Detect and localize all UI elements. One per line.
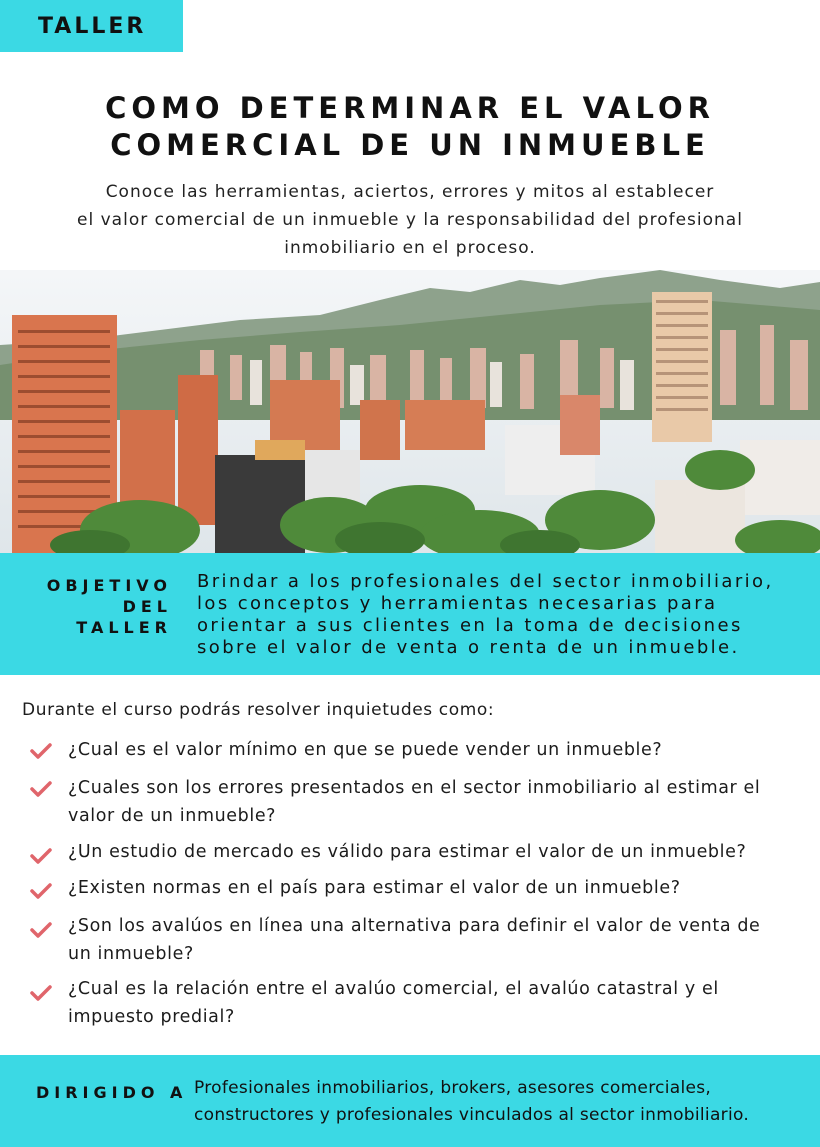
taller-tag	[0, 0, 183, 52]
objetivo-text-line: orientar a sus clientes en la toma de decisiones	[197, 615, 743, 636]
dirigido-text-line-2: constructores y profesionales vinculados al sector inmobiliario.	[194, 1105, 750, 1125]
dirigido-text	[194, 1075, 814, 1129]
subtitle-line-1: Conoce las herramientas, aciertos, errores y mitos al establecer	[105, 182, 715, 202]
check-icon	[30, 780, 52, 798]
question-text	[68, 774, 798, 830]
question-text	[68, 838, 798, 866]
question-line: ¿Cuales son los errores presentados en el sector inmobiliario al estimar el	[68, 778, 761, 798]
question-text	[68, 874, 798, 902]
objetivo-label-line-1: OBJETIVO	[46, 576, 172, 595]
objetivo-label-line-2: DEL TALLER	[76, 597, 172, 637]
title-line-2: COMERCIAL DE UN INMUEBLE	[110, 128, 710, 162]
question-text	[68, 975, 798, 1031]
taller-tag-label: TALLER	[38, 13, 147, 39]
title-line-1: COMO DETERMINAR EL VALOR	[105, 91, 715, 125]
subtitle-line-2: el valor comercial de un inmueble y la responsabilidad del profesional	[77, 210, 743, 230]
objetivo-band	[0, 553, 820, 675]
check-icon	[30, 882, 52, 900]
objetivo-text-line: Brindar a los profesionales del sector inmobiliario,	[197, 571, 774, 592]
cityscape-photo	[0, 270, 820, 553]
question-text	[68, 736, 798, 764]
objetivo-label	[20, 575, 172, 638]
question-line: valor de un inmueble?	[68, 806, 277, 826]
question-line: ¿Cual es la relación entre el avalúo comercial, el avalúo catastral y el	[68, 979, 719, 999]
check-icon	[30, 847, 52, 865]
subtitle	[50, 178, 770, 262]
check-icon	[30, 742, 52, 760]
question-line: ¿Existen normas en el país para estimar el valor de un inmueble?	[68, 878, 681, 898]
dirigido-text-line-1: Profesionales inmobiliarios, brokers, asesores comerciales,	[194, 1078, 712, 1098]
objetivo-text-line: sobre el valor de venta o renta de un inmueble.	[197, 637, 740, 658]
dirigido-band	[0, 1055, 820, 1147]
question-line: impuesto predial?	[68, 1007, 235, 1027]
objetivo-text	[197, 571, 807, 659]
check-icon	[30, 984, 52, 1002]
question-line: un inmueble?	[68, 944, 194, 964]
dirigido-label: DIRIGIDO A	[36, 1083, 188, 1102]
check-icon	[30, 921, 52, 939]
page-title	[0, 90, 820, 164]
subtitle-line-3: inmobiliario en el proceso.	[284, 238, 536, 258]
question-line: ¿Cual es el valor mínimo en que se puede vender un inmueble?	[68, 740, 663, 760]
question-text	[68, 912, 798, 968]
objetivo-text-line: los conceptos y herramientas necesarias para	[197, 593, 718, 614]
cityscape-illustration	[0, 270, 820, 553]
question-line: ¿Son los avalúos en línea una alternativa para definir el valor de venta de	[68, 916, 761, 936]
questions-intro: Durante el curso podrás resolver inquietudes como:	[22, 700, 495, 720]
question-line: ¿Un estudio de mercado es válido para estimar el valor de un inmueble?	[68, 842, 747, 862]
